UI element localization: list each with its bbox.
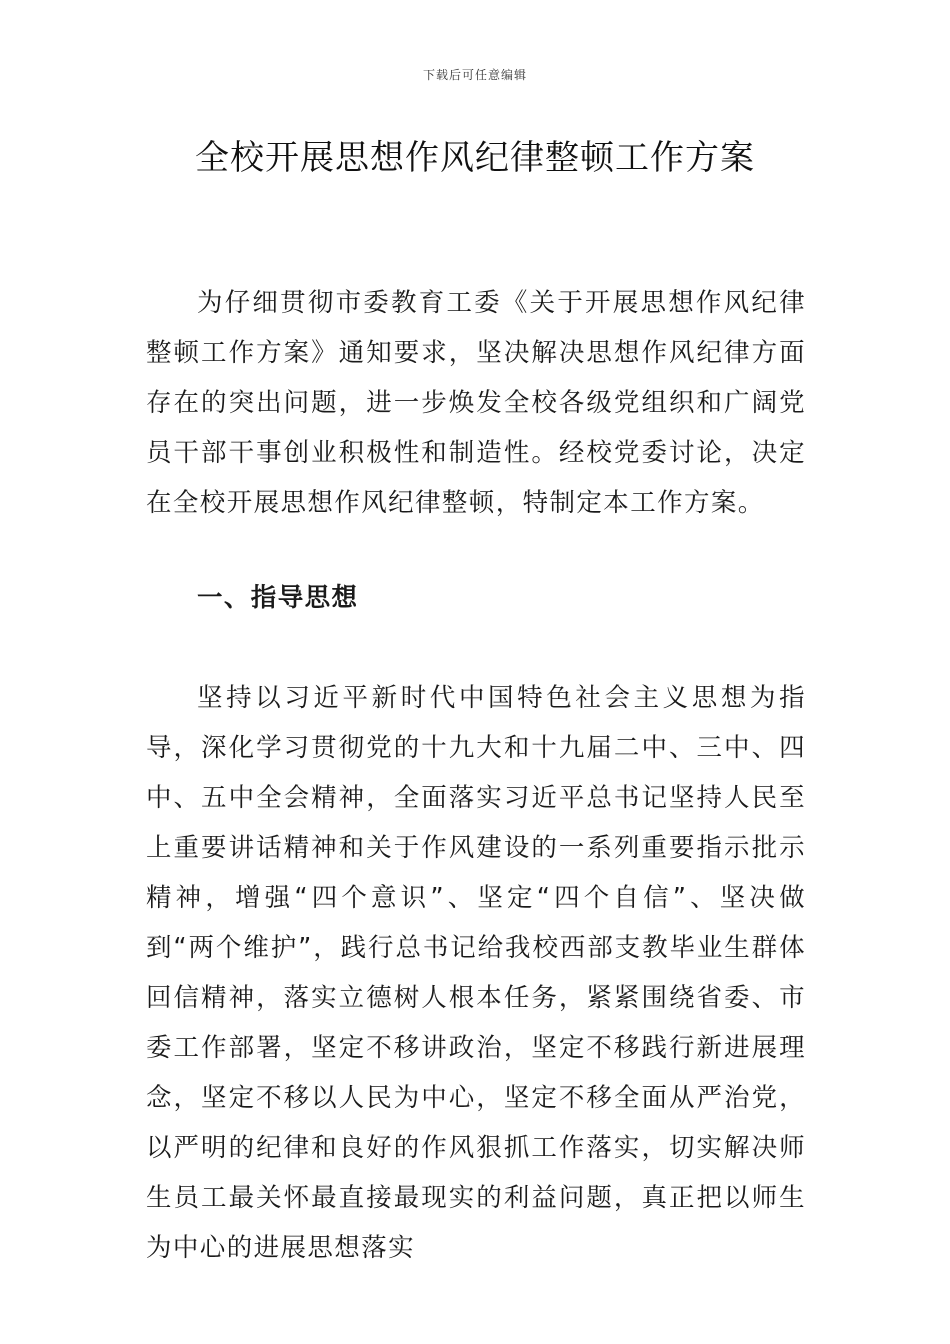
section-heading-guiding-ideology: 一、指导思想 bbox=[197, 583, 359, 613]
header-note: 下载后可任意编辑 bbox=[422, 68, 527, 82]
intro-paragraph: 为仔细贯彻市委教育工委《关于开展思想作风纪律整顿工作方案》通知要求，坚决解决思想作风纪律方面存在的突出问题，进一步焕发全校各级党组织和广阔党员干部干事创业积极性和制造性。经校党委讨论，决定在全校开展思想作风纪律整顿，特制定本工作方案。 bbox=[146, 288, 806, 518]
guiding-ideology-paragraph: 坚持以习近平新时代中国特色社会主义思想为指导，深化学习贯彻党的十九大和十九届二中、三中、四中、五中全会精神，全面落实习近平总书记坚持人民至上重要讲话精神和关于作风建设的一系列重要指示批示精神，增强“四个意识”、坚定“四个自信”、坚决做到“两个维护”，践行总书记给我校西部支教毕业生群体回信精神，落实立德树人根本任务，紧紧围绕省委、市委工作部署，坚定不移讲政治，坚定不移践行新进展理念，坚定不移以人民为中心，坚定不移全面从严治党，以严明的纪律和良好的作风狠抓工作落实，切实解决师生员工最关怀最直接最现实的利益问题，真正把以师生为中心的进展思想落实 bbox=[146, 683, 806, 1263]
document-title: 全校开展思想作风纪律整顿工作方案 bbox=[195, 138, 755, 178]
